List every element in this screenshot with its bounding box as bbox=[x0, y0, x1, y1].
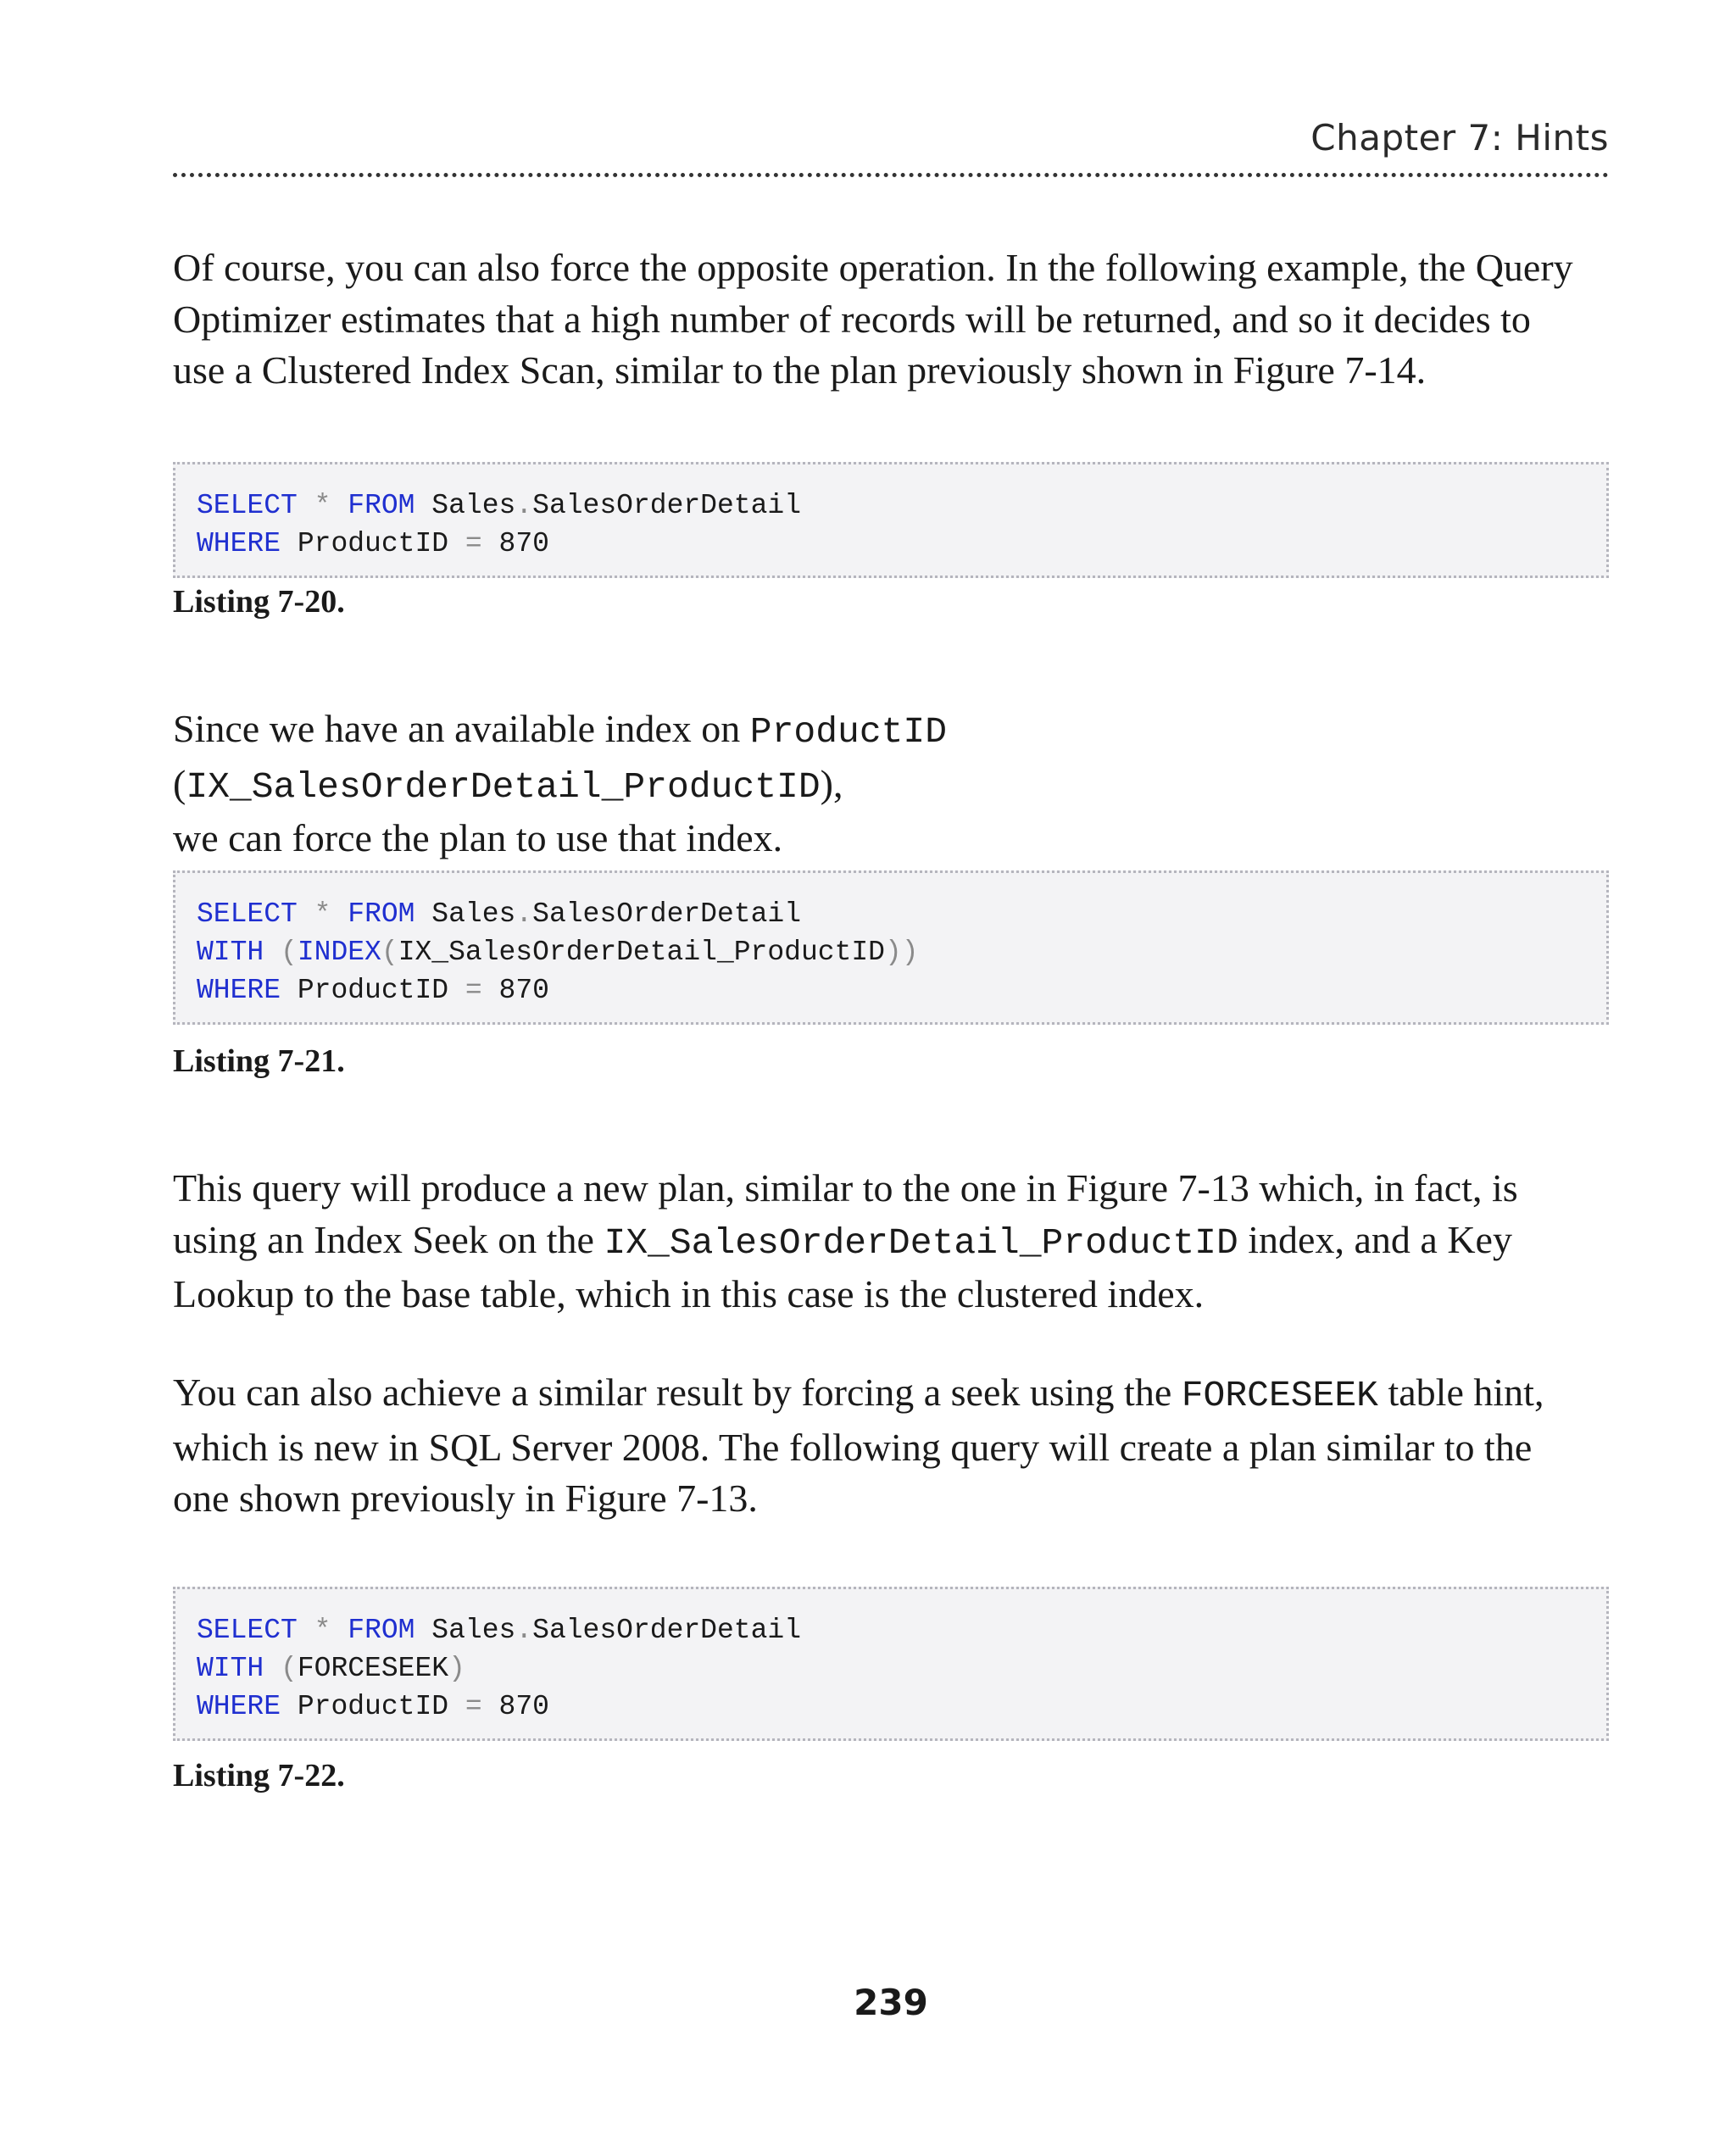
paragraph-text: Since we have an available index on bbox=[173, 707, 750, 750]
keyword-where: WHERE bbox=[197, 975, 281, 1006]
inline-code: ProductID bbox=[749, 711, 948, 753]
table-name: SalesOrderDetail bbox=[532, 490, 801, 521]
paragraph-intro bbox=[173, 242, 1614, 397]
operator-dot: . bbox=[515, 1615, 533, 1646]
paragraph-line: Lookup to the base table, which in this case is the clustered index. bbox=[173, 1272, 1205, 1315]
operator-dot: . bbox=[515, 898, 533, 930]
operator-equals: = bbox=[465, 1691, 482, 1722]
operator-paren: ) bbox=[448, 1653, 465, 1684]
operator-star: * bbox=[314, 898, 331, 930]
code-line bbox=[197, 1649, 1606, 1688]
paragraph-line: use a Clustered Index Scan, similar to the plan previously shown in Figure 7-14. bbox=[173, 348, 1427, 392]
keyword-select: SELECT bbox=[197, 1615, 298, 1646]
code-line bbox=[197, 895, 1606, 933]
paragraph-text: You can also achieve a similar result by forcing a seek using the bbox=[173, 1371, 1182, 1414]
code-listing-7-22 bbox=[173, 1587, 1609, 1741]
code-line bbox=[197, 487, 1606, 525]
operator-paren: )) bbox=[884, 937, 919, 968]
operator-paren: ( bbox=[281, 937, 298, 968]
keyword-index: INDEX bbox=[297, 937, 381, 968]
paragraph-line: we can force the plan to use that index. bbox=[173, 816, 783, 859]
schema-name: Sales bbox=[431, 1615, 516, 1646]
listing-caption: Listing 7-22. bbox=[173, 1758, 345, 1793]
operator-star: * bbox=[314, 1615, 331, 1646]
paragraph-text: ), bbox=[820, 761, 843, 805]
keyword-from: FROM bbox=[348, 898, 415, 930]
paragraph-line: Of course, you can also force the opposite operation. In the following example, the Query bbox=[173, 246, 1573, 289]
column-name: ProductID bbox=[297, 528, 449, 559]
keyword-where: WHERE bbox=[197, 528, 281, 559]
inline-code: IX_SalesOrderDetail_ProductID bbox=[186, 765, 821, 808]
paragraph-forceseek bbox=[173, 1367, 1614, 1525]
column-name: ProductID bbox=[297, 1691, 449, 1722]
paragraph-line: Optimizer estimates that a high number of records will be returned, and so it decides to bbox=[173, 297, 1531, 341]
schema-name: Sales bbox=[431, 898, 516, 930]
paragraph-line: one shown previously in Figure 7-13. bbox=[173, 1476, 758, 1520]
code-line bbox=[197, 525, 1606, 563]
code-listing-7-20 bbox=[173, 462, 1609, 578]
page-number: 239 bbox=[854, 1982, 928, 2023]
paragraph-line: which is new in SQL Server 2008. The following query will create a plan similar to the bbox=[173, 1425, 1533, 1469]
keyword-where: WHERE bbox=[197, 1691, 281, 1722]
paragraph-index bbox=[173, 703, 1614, 865]
code-line bbox=[197, 1688, 1606, 1726]
literal-value: 870 bbox=[498, 975, 549, 1006]
table-hint: FORCESEEK bbox=[297, 1653, 449, 1684]
schema-name: Sales bbox=[431, 490, 516, 521]
listing-caption: Listing 7-21. bbox=[173, 1043, 345, 1079]
operator-dot: . bbox=[515, 490, 533, 521]
table-name: SalesOrderDetail bbox=[532, 898, 801, 930]
listing-caption: Listing 7-20. bbox=[173, 584, 345, 620]
paragraph-text: index, and a Key bbox=[1238, 1217, 1512, 1261]
operator-paren: ( bbox=[381, 937, 398, 968]
keyword-select: SELECT bbox=[197, 898, 298, 930]
operator-paren: ( bbox=[281, 1653, 298, 1684]
paragraph-new-plan bbox=[173, 1163, 1614, 1321]
keyword-from: FROM bbox=[348, 1615, 415, 1646]
paragraph-text: table hint, bbox=[1377, 1371, 1544, 1414]
keyword-from: FROM bbox=[348, 490, 415, 521]
inline-code: IX_SalesOrderDetail_ProductID bbox=[604, 1221, 1238, 1264]
running-header: Chapter 7: Hints bbox=[1310, 117, 1609, 158]
column-name: ProductID bbox=[297, 975, 449, 1006]
code-line bbox=[197, 971, 1606, 1009]
literal-value: 870 bbox=[498, 528, 549, 559]
code-line bbox=[197, 1611, 1606, 1649]
inline-code: FORCESEEK bbox=[1181, 1375, 1378, 1416]
operator-star: * bbox=[314, 490, 331, 521]
operator-equals: = bbox=[465, 528, 482, 559]
paragraph-line: This query will produce a new plan, similar to the one in Figure 7-13 which, in fact, is bbox=[173, 1166, 1518, 1210]
index-name: IX_SalesOrderDetail_ProductID bbox=[398, 937, 885, 968]
operator-equals: = bbox=[465, 975, 482, 1006]
paragraph-text: ( bbox=[173, 761, 186, 805]
paragraph-text: using an Index Seek on the bbox=[173, 1217, 604, 1261]
literal-value: 870 bbox=[498, 1691, 549, 1722]
code-line bbox=[197, 933, 1606, 971]
keyword-with: WITH bbox=[197, 1653, 264, 1684]
keyword-select: SELECT bbox=[197, 490, 298, 521]
header-divider bbox=[173, 173, 1609, 177]
code-listing-7-21 bbox=[173, 870, 1609, 1025]
table-name: SalesOrderDetail bbox=[532, 1615, 801, 1646]
keyword-with: WITH bbox=[197, 937, 264, 968]
